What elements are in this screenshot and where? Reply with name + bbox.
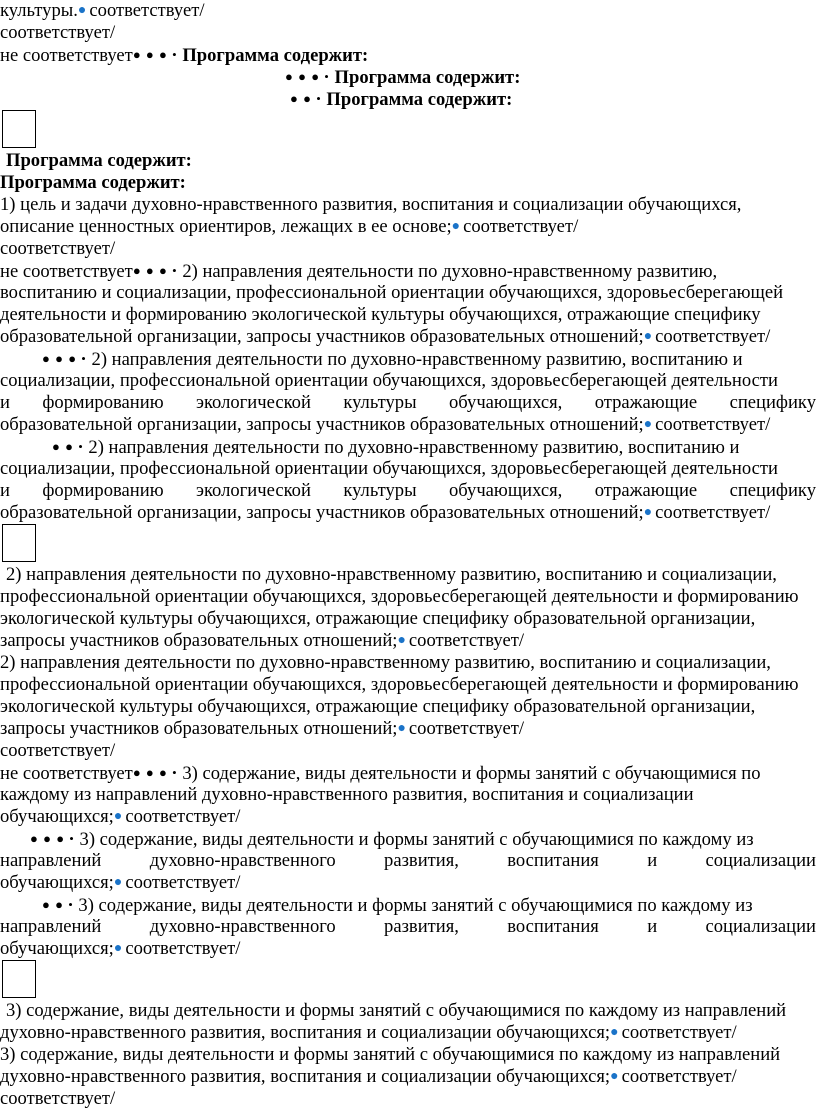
word: направлений — [0, 916, 102, 937]
word: духовно-нравственного — [149, 850, 336, 871]
text-line — [0, 938, 240, 960]
answer-option: соответствует/ — [655, 502, 771, 523]
text-fragment: 2) направления деятельности по духовно-нравственному развитию, — [182, 261, 718, 282]
paragraph-line: 3) содержание, виды деятельности и формы занятий с обучающимися по каждому из направлений — [6, 1000, 787, 1021]
dots-icon: ● ● ● • — [132, 47, 178, 62]
word: социализации — [705, 916, 816, 937]
text-line — [0, 22, 115, 44]
paragraph-line: профессиональной ориентации обучающихся, здоровьесберегающей деятельности и формированию — [0, 674, 799, 695]
image-placeholder — [2, 524, 36, 562]
paragraph-line: социализации, профессиональной ориентации обучающихся, здоровьесберегающей деятельности — [0, 458, 778, 479]
text-fragment: запросы участников образовательных отношений; — [0, 630, 398, 651]
dots-icon: ● ● ● • — [132, 765, 178, 780]
text-line — [0, 326, 770, 348]
text-fragment: образовательной организации, запросы участников образовательных отношений; — [0, 326, 644, 347]
answer-option: соответствует/ — [463, 216, 579, 237]
word: специфику — [729, 480, 816, 501]
word: воспитания — [507, 850, 599, 871]
bullet-icon: ● — [113, 809, 123, 824]
word: духовно-нравственного — [149, 916, 336, 937]
word: отражающие — [594, 480, 698, 501]
text-line — [285, 66, 520, 88]
word: специфику — [729, 392, 816, 413]
answer-option: соответствует/ — [0, 238, 116, 259]
text-line — [0, 0, 205, 22]
text-line — [0, 44, 368, 66]
dots-icon: ● ● • — [52, 439, 84, 454]
bullet-icon: ● — [77, 3, 87, 18]
answer-option: не соответствует — [0, 763, 133, 784]
word: направлений — [0, 850, 102, 871]
justified-line — [0, 480, 816, 502]
text-line — [0, 762, 761, 784]
word: обучающихся, — [448, 480, 563, 501]
paragraph-line: экологической культуры обучающихся, отражающие специфику образовательной организации, — [0, 696, 756, 717]
word: экологической — [195, 480, 311, 501]
word: экологической — [195, 392, 311, 413]
word: воспитания — [507, 916, 599, 937]
paragraph-line: социализации, профессиональной ориентации обучающихся, здоровьесберегающей деятельности — [0, 370, 778, 391]
text-line — [0, 1022, 737, 1044]
image-placeholder — [2, 960, 36, 998]
bullet-icon: ● — [113, 875, 123, 890]
text-line — [0, 1066, 737, 1088]
paragraph-line: экологической культуры обучающихся, отражающие специфику образовательной организации, — [0, 608, 756, 629]
text-line — [0, 414, 770, 436]
text-fragment: 2) направления деятельности по духовно-нравственному развитию, воспитанию и — [88, 437, 740, 458]
paragraph-line: 2) направления деятельности по духовно-нравственному развитию, воспитанию и социализации, — [6, 564, 777, 585]
dots-icon: ● ● • — [290, 91, 322, 106]
word: и — [647, 850, 658, 871]
text-line — [0, 806, 240, 828]
text-fragment: духовно-нравственного развития, воспитания и социализации обучающихся; — [0, 1022, 611, 1043]
bullet-icon: ● — [643, 505, 653, 520]
text-fragment: образовательной организации, запросы участников образовательных отношений; — [0, 414, 644, 435]
answer-option: не соответствует — [0, 45, 133, 66]
text-fragment: 3) содержание, виды деятельности и формы занятий с обучающимися по каждому из — [79, 829, 754, 850]
justified-line — [0, 916, 816, 938]
dots-icon: ● ● ● • — [285, 69, 330, 84]
dots-icon: ● ● ● • — [42, 351, 87, 366]
bullet-icon: ● — [113, 941, 123, 956]
answer-option: соответствует/ — [408, 630, 525, 651]
text-line — [0, 872, 240, 894]
bullet-icon: ● — [451, 219, 461, 234]
answer-option: соответствует/ — [408, 718, 525, 739]
word: формированию — [42, 480, 164, 501]
answer-option: соответствует/ — [655, 414, 771, 435]
section-heading: Программа содержит: — [334, 67, 521, 88]
answer-option: соответствует/ — [0, 1088, 116, 1109]
word: развития, — [384, 916, 459, 937]
text-line — [0, 718, 524, 740]
text-line — [42, 348, 743, 370]
answer-option: соответствует/ — [621, 1066, 737, 1087]
bullet-icon: ● — [397, 633, 406, 648]
answer-option: соответствует/ — [0, 740, 116, 761]
text-line — [0, 260, 717, 282]
section-heading: Программа содержит: — [182, 45, 369, 66]
paragraph-line: профессиональной ориентации обучающихся, здоровьесберегающей деятельности и формированию — [0, 586, 799, 607]
bullet-icon: ● — [643, 329, 653, 344]
text-line — [42, 894, 753, 916]
section-heading: Программа содержит: — [0, 172, 186, 193]
text-line — [0, 216, 578, 238]
word: формированию — [42, 392, 164, 413]
text-line — [0, 502, 770, 524]
answer-option: соответствует/ — [125, 806, 241, 827]
word: культуры — [343, 392, 417, 413]
text-fragment: культуры. — [0, 0, 78, 21]
paragraph-line: каждому из направлений духовно-нравственного развития, воспитания и социализации — [0, 784, 694, 805]
word: и — [0, 392, 10, 413]
text-fragment: 3) содержание, виды деятельности и формы занятий с обучающимися по — [182, 763, 761, 784]
paragraph-line: воспитанию и социализации, профессиональной ориентации обучающихся, здоровьесберегающей — [0, 282, 784, 303]
text-fragment: образовательной организации, запросы участников образовательных отношений; — [0, 502, 644, 523]
bullet-icon: ● — [610, 1069, 619, 1084]
paragraph-line: 2) направления деятельности по духовно-нравственному развитию, воспитанию и социализации, — [0, 652, 771, 673]
word: развития, — [384, 850, 459, 871]
text-fragment: обучающихся; — [0, 872, 114, 893]
bullet-icon: ● — [397, 721, 406, 736]
word: отражающие — [594, 392, 698, 413]
word: культуры — [343, 480, 417, 501]
dots-icon: ● ● ● • — [30, 831, 75, 846]
text-fragment: духовно-нравственного развития, воспитания и социализации обучающихся; — [0, 1066, 611, 1087]
dots-icon: ● ● • — [42, 897, 74, 912]
text-fragment: 2) направления деятельности по духовно-нравственному развитию, воспитанию и — [91, 349, 743, 370]
text-line — [0, 630, 524, 652]
text-fragment: запросы участников образовательных отношений; — [0, 718, 398, 739]
word: обучающихся, — [448, 392, 563, 413]
word: и — [0, 480, 10, 501]
section-heading: Программа содержит: — [326, 89, 513, 110]
answer-option: соответствует/ — [621, 1022, 737, 1043]
text-line — [30, 828, 754, 850]
justified-line — [0, 392, 816, 414]
answer-option: соответствует/ — [89, 0, 205, 21]
answer-option: соответствует/ — [655, 326, 771, 347]
paragraph-line: 1) цель и задачи духовно-нравственного развития, воспитания и социализации обучающихся, — [0, 194, 742, 215]
text-fragment: 3) содержание, виды деятельности и формы занятий с обучающимися по каждому из — [78, 895, 753, 916]
answer-option: соответствует/ — [125, 938, 241, 959]
text-fragment: обучающихся; — [0, 938, 114, 959]
image-placeholder — [2, 110, 36, 148]
text-fragment: описание ценностных ориентиров, лежащих в ее основе; — [0, 216, 452, 237]
word: и — [647, 916, 658, 937]
paragraph-line: 3) содержание, виды деятельности и формы занятий с обучающимися по каждому из направлений — [0, 1044, 781, 1065]
section-heading: Программа содержит: — [6, 150, 192, 171]
bullet-icon: ● — [610, 1025, 619, 1040]
dots-icon: ● ● ● • — [132, 263, 178, 278]
answer-option: соответствует/ — [0, 22, 116, 43]
answer-option: не соответствует — [0, 261, 133, 282]
word: социализации — [705, 850, 816, 871]
text-fragment: обучающихся; — [0, 806, 114, 827]
justified-line — [0, 850, 816, 872]
text-line — [290, 88, 512, 110]
answer-option: соответствует/ — [125, 872, 241, 893]
paragraph-line: деятельности и формированию экологической культуры обучающихся, отражающие специфику — [0, 304, 761, 325]
text-line — [52, 436, 740, 458]
bullet-icon: ● — [643, 417, 653, 432]
